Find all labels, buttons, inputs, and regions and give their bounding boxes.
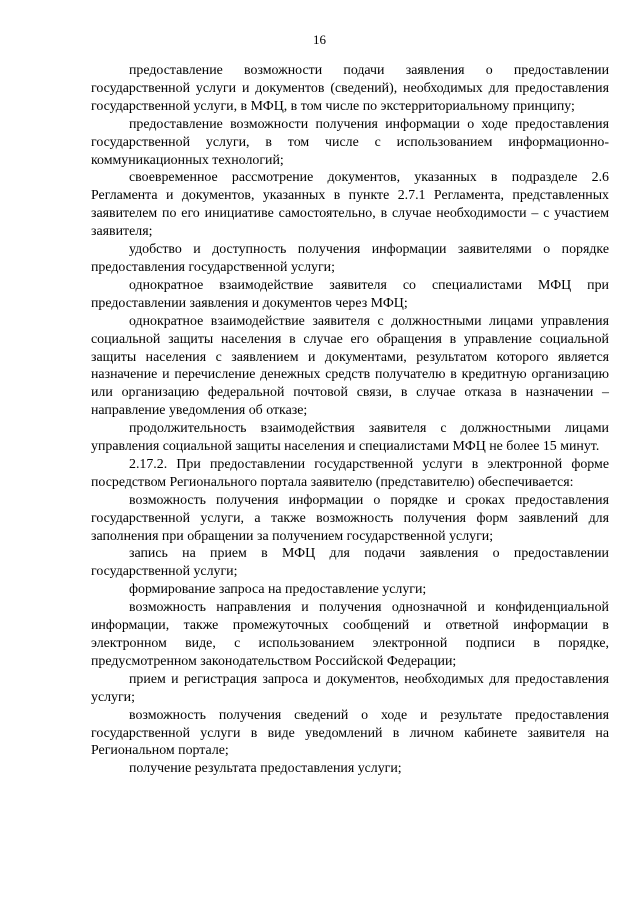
paragraph-mfc-appointment: запись на прием в МФЦ для подачи заявления о предоставлении государственной услуги; (91, 546, 609, 580)
paragraph-filing-possibility: предоставление возможности подачи заявления о предоставлении государственной услуги и документов (сведений), необходимых для предоставления государственной услуги, в МФЦ, в том числе по экстерриториальному принципу; (91, 63, 609, 114)
paragraph-request-formation: формирование запроса на предоставление услуги; (129, 582, 427, 598)
paragraph-section-2-17-2: 2.17.2. При предоставлении государственной услуги в электронной форме посредством Регионального портала заявителю (представителю) обеспечивается: (91, 456, 609, 490)
paragraph-official-interaction: однократное взаимодействие заявителя с должностными лицами управления социальной защиты населения в случае его обращения в управление социальной защиты населения с заявлением и документами, результатом которого является назначение и перечисление денежных средств получателю в кредитную организацию или организацию федеральной почтовой связи, в случае отказа в назначении – направление уведомления об отказе; (91, 313, 609, 419)
paragraph-request-registration: прием и регистрация запроса и документов, необходимых для предоставления услуги; (91, 671, 609, 705)
paragraph-service-result: получение результата предоставления услуги; (129, 761, 402, 777)
page-number: 16 (313, 32, 326, 47)
paragraph-confidential-information: возможность направления и получения однозначной и конфиденциальной информации, также промежуточных сообщений и ответной информации в электронном виде, с использованием электронной подписи в порядке, предусмотренном законодательством Российской Федерации; (91, 600, 609, 669)
paragraph-procedure-information: возможность получения информации о порядке и сроках предоставления государственной услуги, а также возможность получения форм заявлений для заполнения при обращении за получением государственной услуги; (91, 492, 609, 544)
paragraph-mfc-interaction: однократное взаимодействие заявителя со специалистами МФЦ при предоставлении заявления и документов через МФЦ; (91, 277, 609, 311)
paragraph-information-access: удобство и доступность получения информации заявителями о порядке предоставления государственной услуги; (91, 242, 609, 275)
paragraph-timely-review: своевременное рассмотрение документов, указанных в подразделе 2.6 Регламента и документов, указанных в пункте 2.7.1 Регламента, представленных заявителем по его инициативе самостоятельно, в случае необходимости – с участием заявителя; (91, 170, 609, 240)
paragraph-progress-information: предоставление возможности получения информации о ходе предоставления государственной услуги, в том числе с использованием информационно-коммуникационных технологий; (91, 116, 609, 168)
paragraph-status-notifications: возможность получения сведений о ходе и результате предоставления государственной услуги в виде уведомлений в личном кабинете заявителя на Региональном портале; (91, 707, 609, 759)
paragraph-interaction-duration: продолжительность взаимодействия заявителя с должностными лицами управления социальной защиты населения и специалистами МФЦ не более 15 минут. (91, 421, 609, 455)
document-body (91, 62, 609, 778)
